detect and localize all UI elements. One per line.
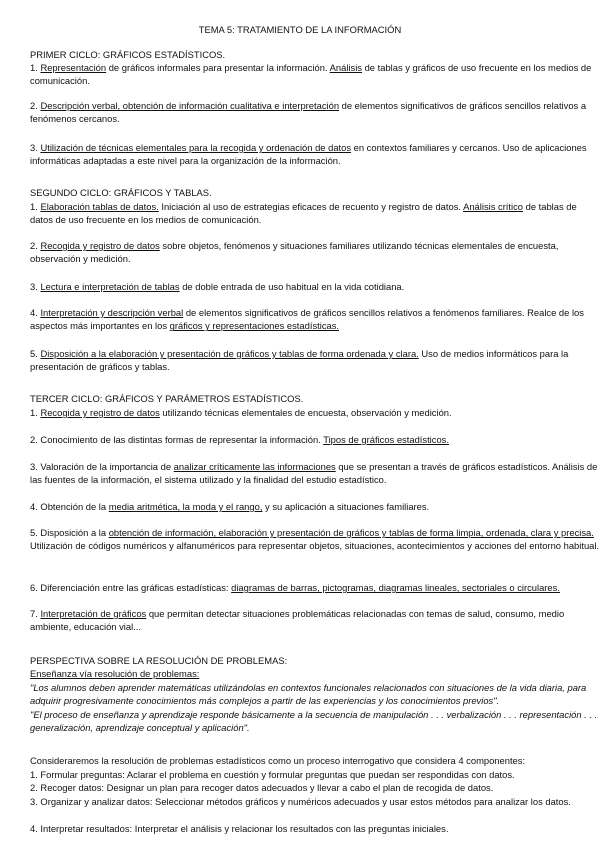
text-run: de tablas y gráficos de uso frecuente en los medios de comunicación. (30, 62, 592, 87)
text-run: Utilización de códigos numéricos y alfanuméricos para representar objetos, situaciones, acontecimientos y acciones del entorno habitual. (30, 540, 600, 552)
text-run: 1. (30, 62, 41, 73)
text-run: de elementos significativos de gráficos sencillos relativos a fenómenos familiares. Realce de los aspectos más importantes en los (30, 307, 584, 332)
text-run: 3. Organizar y analizar datos: Seleccionar métodos gráficos y numéricos adecuados y usar estos métodos para analizar los datos. (30, 796, 571, 807)
underlined-text: Lectura e interpretación de tablas (40, 281, 180, 292)
paragraph (30, 754, 600, 767)
underlined-text: Utilización de técnicas elementales para la recogida y ordenación de datos (40, 142, 352, 153)
text-run: de elementos significativos de gráficos sencillos relativos a fenómenos cercanos. (30, 100, 587, 125)
paragraph (30, 607, 600, 634)
list-item (30, 795, 600, 808)
underlined-text: Representación (40, 62, 107, 73)
underlined-text: Elaboración tablas de datos. (40, 201, 159, 212)
text-run: "Los alumnos deben aprender matemáticas utilizándolas en contextos funcionales relacionados con situaciones de la vida diaria, para adquirir progresivamente conocimientos más complejos a partir de las experiencias y los conocimientos previos". (30, 682, 587, 707)
underlined-text: analizar críticamente las informaciones (173, 461, 336, 472)
text-run: Iniciación al uso de estrategias eficaces de recuento y registro de datos. (158, 201, 464, 212)
text-run: de doble entrada de uso habitual en la vida cotidiana. (179, 281, 405, 292)
section-heading (30, 48, 600, 61)
underlined-text: media aritmética, la moda y el rango, (108, 501, 263, 512)
text-run: y su aplicación a situaciones familiares. (262, 501, 430, 512)
text-run: PRIMER CICLO: GRÁFICOS ESTADÍSTICOS. (30, 49, 226, 60)
list-item (30, 781, 600, 794)
text-run: TERCER CICLO: GRÁFICOS Y PARÁMETROS ESTADÍSTICOS. (30, 393, 304, 404)
paragraph (30, 347, 600, 374)
paragraph (30, 239, 600, 266)
text-run: que se presentan a través de gráficos estadísticos. Análisis de las fuentes de la información, el sistema utilizado y la finalidad del estudio estadístico. (30, 461, 598, 486)
underlined-text: Disposición a la elaboración y presentación de gráficos y tablas de forma ordenada y clara. (40, 348, 419, 359)
text-run: de tablas de datos de uso frecuente en los medios de comunicación. (30, 201, 577, 226)
section-heading (30, 186, 600, 199)
underlined-text: obtención de información, elaboración y presentación de gráficos y tablas de forma limpia, ordenada, clara y precisa. (108, 527, 594, 538)
underlined-text: Enseñanza vía resolución de problemas: (30, 668, 200, 679)
paragraph (30, 581, 600, 594)
paragraph (30, 406, 600, 419)
text-run: "El proceso de enseñanza y aprendizaje responde básicamente a la secuencia de manipulación . . . verbalización . . . representación . . . generalización, aprendizaje conceptual y aplicación". (30, 709, 598, 734)
underlined-text: Recogida y registro de datos (40, 240, 160, 251)
section-heading (30, 654, 600, 667)
text-run: utilizando técnicas elementales de encuesta, observación y medición. (159, 407, 452, 418)
text-run: 3. (30, 281, 41, 292)
text-run: 2. (30, 100, 41, 111)
text-run: 6. Diferenciación entre las gráficas estadísticas: (30, 582, 232, 593)
text-run: Consideraremos la resolución de problemas estadísticos como un proceso interrogativo que considera 4 componentes: (30, 755, 526, 766)
underlined-text: Análisis (329, 62, 362, 73)
text-run: 4. Interpretar resultados: Interpretar el análisis y relacionar los resultados con las preguntas iniciales. (30, 823, 449, 834)
underlined-text: Interpretación y descripción verbal (40, 307, 184, 318)
text-run: PERSPECTIVA SOBRE LA RESOLUCIÓN DE PROBLEMAS: (30, 655, 288, 666)
text-run: de gráficos informales para presentar la información. (106, 62, 330, 73)
paragraph (30, 460, 600, 487)
section-heading (30, 392, 600, 405)
underlined-text: Tipos de gráficos estadísticos. (323, 434, 449, 445)
quote (30, 708, 600, 735)
text-run: 3. Valoración de la importancia de (30, 461, 174, 472)
underlined-text: Interpretación de gráficos (40, 608, 147, 619)
quote (30, 681, 600, 708)
text-run: que permitan detectar situaciones problemáticas relacionadas con temas de salud, consumo, medio ambiente, educación vial... (30, 608, 565, 633)
text-run: 7. (30, 608, 41, 619)
document-title: TEMA 5: TRATAMIENTO DE LA INFORMACIÓN (198, 24, 402, 35)
text-run: Uso de medios informáticos para la presentación de gráficos y tablas. (30, 348, 569, 373)
list-item (30, 768, 600, 781)
text-run: 1. Formular preguntas: Aclarar el problema en cuestión y formular preguntas que puedan ser respondidas con datos. (30, 769, 515, 780)
text-run: 2. (30, 240, 41, 251)
paragraph (30, 99, 600, 126)
text-run: 5. (30, 348, 41, 359)
paragraph (30, 433, 600, 446)
paragraph (30, 500, 600, 513)
text-run: 3. (30, 142, 41, 153)
text-run: 5. Disposición a la (30, 527, 109, 538)
subheading (30, 667, 600, 680)
paragraph (30, 61, 600, 88)
paragraph (30, 306, 600, 333)
text-run: 1. (30, 407, 41, 418)
text-run: 4. (30, 307, 41, 318)
paragraph (30, 526, 600, 553)
list-item (30, 822, 600, 835)
underlined-text: gráficos y representaciones estadísticas. (169, 320, 340, 332)
underlined-text: diagramas de barras, pictogramas, diagramas lineales, sectoriales o circulares. (231, 582, 560, 593)
text-run: 2. Conocimiento de las distintas formas de representar la información. (30, 434, 324, 445)
text-run: en contextos familiares y cercanos. Uso de aplicaciones informáticas adaptadas a este nivel para la organización de la información. (30, 142, 587, 167)
underlined-text: Análisis crítico (463, 201, 524, 212)
text-run: 2. Recoger datos: Designar un plan para recoger datos adecuados y llevar a cabo el plan de recogida de datos. (30, 782, 494, 793)
text-run: 1. (30, 201, 41, 212)
paragraph (30, 141, 600, 168)
underlined-text: Recogida y registro de datos (40, 407, 160, 418)
paragraph (30, 200, 600, 227)
paragraph (30, 280, 600, 293)
text-run: sobre objetos, fenómenos y situaciones familiares utilizando técnicas elementales de encuesta, observación y medición. (30, 240, 559, 265)
underlined-text: Descripción verbal, obtención de información cualitativa e interpretación (40, 100, 340, 111)
text-run: SEGUNDO CICLO: GRÁFICOS Y TABLAS. (30, 187, 212, 198)
text-run: 4. Obtención de la (30, 501, 109, 512)
